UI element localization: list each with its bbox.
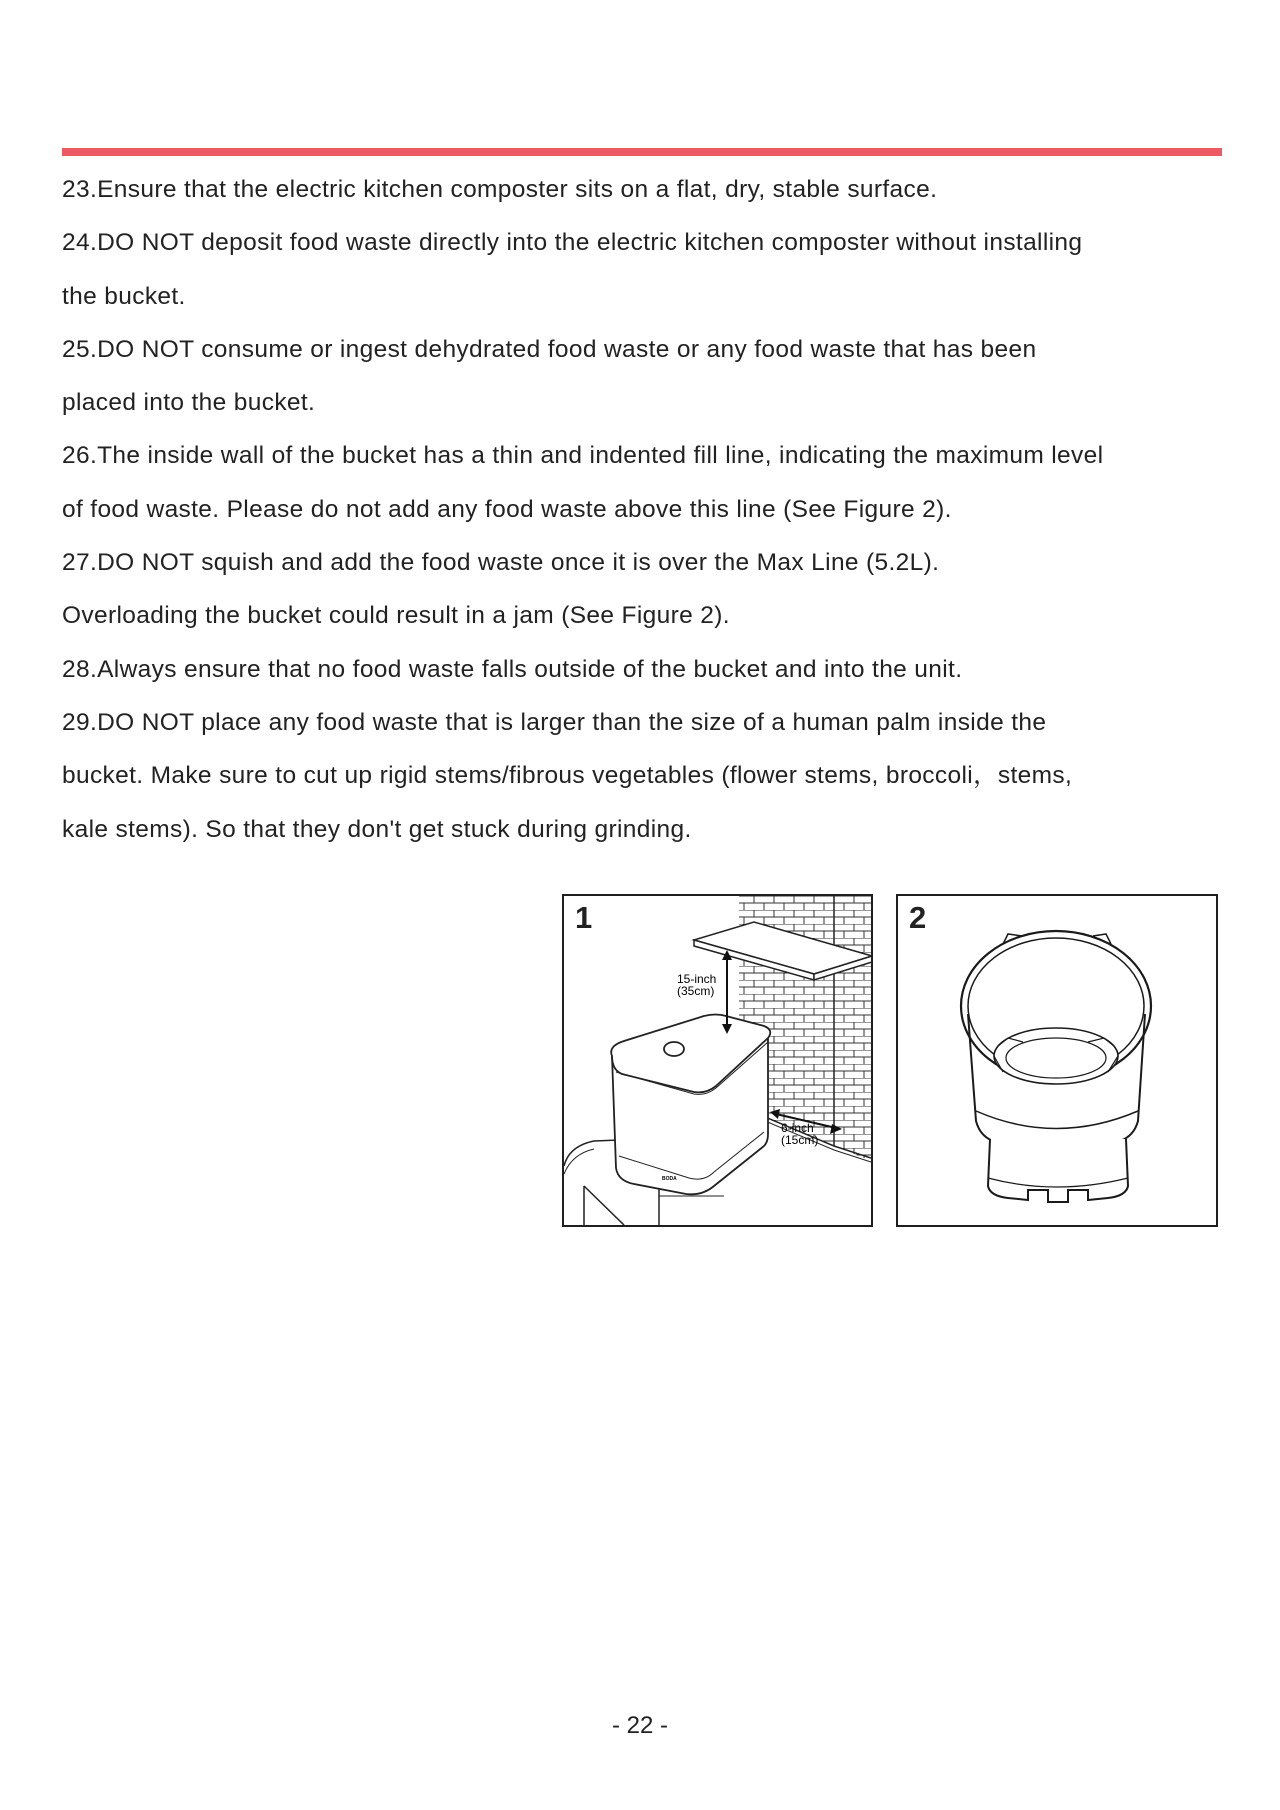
figure-number: 1 — [575, 900, 593, 935]
figure-1-clearance — [562, 894, 873, 1227]
text-line: placed into the bucket. — [62, 389, 316, 417]
page-number: - 22 - — [611, 1712, 668, 1739]
figure-number: 2 — [909, 900, 927, 935]
text-line: 23.Ensure that the electric kitchen composter sits on a flat, dry, stable surface. — [62, 176, 938, 203]
header-rule — [62, 148, 1222, 156]
text-line: 24.DO NOT deposit food waste directly into the electric kitchen composter without installing — [62, 229, 1083, 257]
figure-2-bucket — [896, 894, 1218, 1227]
width-label: 6-inch — [781, 1121, 814, 1135]
brand-mark: BODA — [662, 1176, 677, 1182]
text-line: 28.Always ensure that no food waste falls outside of the bucket and into the unit. — [62, 655, 963, 683]
text-line: the bucket. — [62, 282, 186, 310]
text-line: bucket. Make sure to cut up rigid stems/fibrous vegetables (flower stems, broccoli，stems, — [62, 762, 1073, 790]
text-line: of food waste. Please do not add any food waste above this line (See Figure 2). — [62, 495, 952, 523]
bucket-illustration — [898, 896, 1216, 1225]
composter-clearance-illustration — [564, 896, 871, 1225]
height-label-metric: (35cm) — [677, 984, 715, 998]
width-label-metric: (15cm) — [781, 1133, 819, 1147]
instruction-list — [62, 163, 1232, 856]
text-line: Overloading the bucket could result in a jam (See Figure 2). — [62, 602, 730, 630]
height-label: 15-inch — [677, 972, 717, 986]
text-line: 26.The inside wall of the bucket has a thin and indented fill line, indicating the maximum level — [62, 442, 1104, 470]
text-line: 25.DO NOT consume or ingest dehydrated food waste or any food waste that has been — [62, 335, 1037, 363]
text-line: 27.DO NOT squish and add the food waste once it is over the Max Line (5.2L). — [62, 549, 940, 577]
text-line: 29.DO NOT place any food waste that is larger than the size of a human palm inside the — [62, 708, 1047, 736]
text-line: kale stems). So that they don't get stuck during grinding. — [62, 815, 692, 843]
